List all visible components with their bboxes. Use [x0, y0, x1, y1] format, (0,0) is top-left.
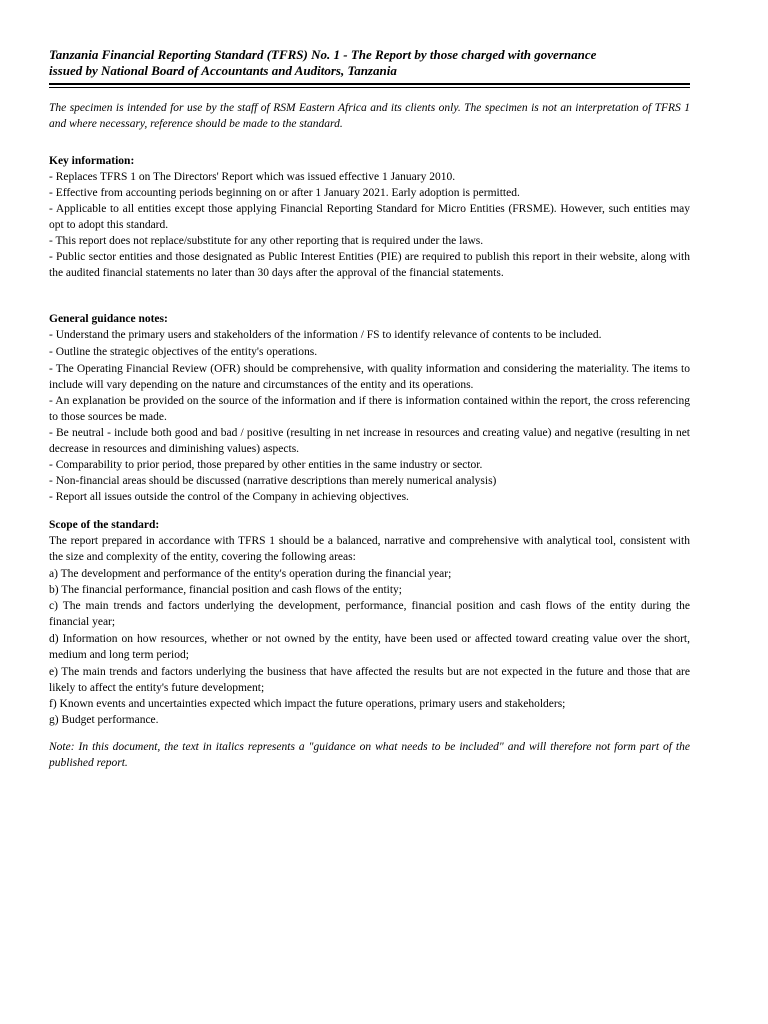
key-info-item: - Applicable to all entities except those applying Financial Reporting Standard for Micro Entities (FRSME). However, such entities may opt to adopt this standard. [49, 203, 690, 231]
header-rule-thin [49, 87, 690, 88]
scope-item: g) Budget performance. [49, 714, 159, 726]
document-page [49, 47, 690, 783]
scope-heading: Scope of the standard: [49, 519, 160, 531]
key-info-item: - Public sector entities and those designated as Public Interest Entities (PIE) are required to publish this report in their website, along with the audited financial statements no later than 30 days after the approval of the financial statements. [49, 251, 690, 279]
guidance-item: - Report all issues outside the control of the Company in achieving objectives. [49, 491, 409, 503]
key-info-item: - Replaces TFRS 1 on The Directors' Report which was issued effective 1 January 2010. [49, 171, 456, 183]
scope-item: f) Known events and uncertainties expected which impact the future operations, primary users and stakeholders; [49, 698, 566, 710]
header-title-line-2: issued by National Board of Accountants and Auditors, Tanzania [49, 63, 397, 78]
key-information-section [49, 153, 690, 281]
intro-paragraph: The specimen is intended for use by the staff of RSM Eastern Africa and its clients only. The specimen is not an interpretation of TFRS 1 and where necessary, reference should be made to the standard. [49, 102, 690, 130]
guidance-item: - Be neutral - include both good and bad / positive (resulting in net increase in resources and creating value) and negative (resulting in net decrease in resources and diminishing values) aspects. [49, 427, 690, 455]
guidance-item: - The Operating Financial Review (OFR) should be comprehensive, with quality information and considering the materiality. The items to include will vary depending on the nature and circumstances of the entity and its operations. [49, 363, 690, 391]
scope-item: d) Information on how resources, whether or not owned by the entity, have been used or affected toward creating value over the short, medium and long term period; [49, 633, 690, 661]
header-rule-thick [49, 83, 690, 85]
guidance-item: - Outline the strategic objectives of the entity's operations. [49, 346, 318, 358]
scope-section [49, 517, 690, 728]
guidance-item: - Comparability to prior period, those prepared by other entities in the same industry or sector. [49, 459, 483, 471]
guidance-item: - An explanation be provided on the source of the information and if there is information contained within the report, the cross referencing to those sources be made. [49, 395, 690, 423]
general-guidance-section [49, 311, 690, 505]
general-guidance-heading: General guidance notes: [49, 313, 168, 325]
header-title-line-1: Tanzania Financial Reporting Standard (TFRS) No. 1 - The Report by those charged with governance [49, 47, 597, 62]
document-header [49, 47, 690, 88]
scope-item: b) The financial performance, financial position and cash flows of the entity; [49, 584, 402, 596]
scope-item: c) The main trends and factors underlying the development, performance, financial position and cash flows of the entity during the financial year; [49, 600, 690, 628]
note-paragraph: Note: In this document, the text in italics represents a "guidance on what needs to be included" and will therefore not form part of the published report. [49, 741, 690, 769]
scope-item: e) The main trends and factors underlying the business that have affected the results but are not expected in the future and those that are likely to affect the entity's future development; [49, 666, 690, 694]
key-information-heading: Key information: [49, 155, 135, 167]
guidance-item: - Understand the primary users and stakeholders of the information / FS to identify relevance of contents to be included. [49, 329, 602, 341]
key-info-item: - This report does not replace/substitute for any other reporting that is required under the laws. [49, 235, 484, 247]
guidance-item: - Non-financial areas should be discussed (narrative descriptions than merely numerical analysis) [49, 475, 497, 487]
scope-item: a) The development and performance of the entity's operation during the financial year; [49, 568, 452, 580]
scope-paragraph: The report prepared in accordance with TFRS 1 should be a balanced, narrative and comprehensive with analytical tool, consistent with the size and complexity of the entity, covering the following areas: [49, 535, 690, 563]
key-info-item: - Effective from accounting periods beginning on or after 1 January 2021. Early adoption is permitted. [49, 187, 520, 199]
